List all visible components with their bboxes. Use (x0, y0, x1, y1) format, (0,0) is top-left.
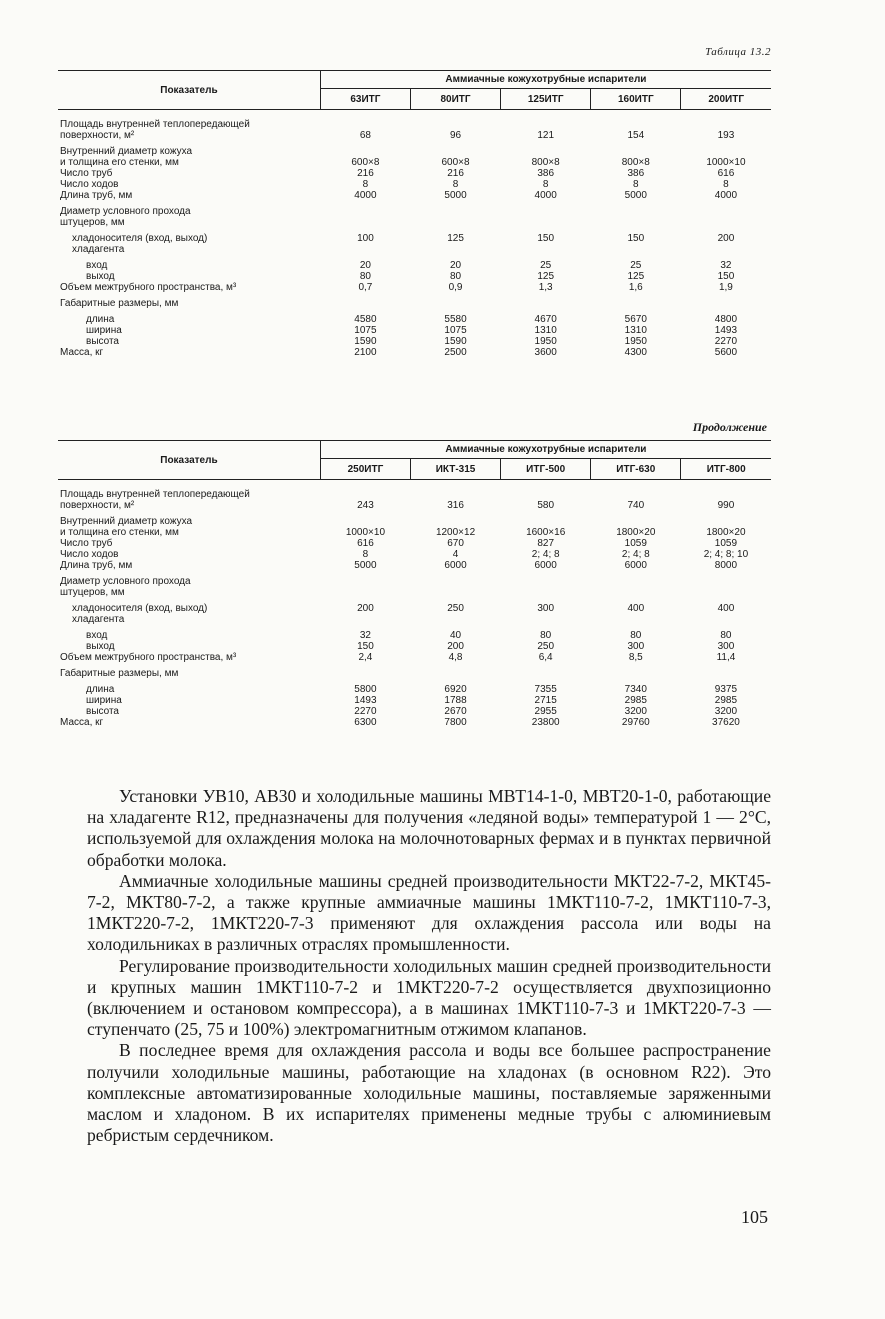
cell-value: 96 (449, 130, 462, 141)
table-row (58, 228, 771, 244)
cell-value: 1800×20 (706, 527, 746, 538)
cell-value: 616 (357, 538, 374, 549)
table-row (58, 652, 771, 663)
table-row (58, 527, 771, 538)
cell-value: 68 (359, 130, 371, 141)
row-label: ширина (86, 325, 122, 336)
cell-value: 580 (537, 500, 555, 511)
cell-value: 20 (449, 260, 462, 271)
cell-value (501, 480, 591, 501)
cell-value: 4000 (354, 190, 377, 201)
cell-value (410, 244, 500, 255)
cell-value: 25 (540, 260, 552, 271)
cell-value (591, 587, 681, 598)
cell-value (320, 587, 410, 598)
model-header: 63ИТГ (320, 89, 410, 110)
row-label: Число труб (60, 168, 113, 179)
cell-value: 400 (627, 603, 645, 614)
cell-value (410, 217, 500, 228)
cell-value: 6920 (444, 684, 467, 695)
row-label: Длина труб, мм (60, 560, 133, 571)
row-label: Объем межтрубного пространства, м³ (60, 652, 237, 663)
cell-value: 125 (447, 233, 464, 244)
table-row (58, 571, 771, 587)
row-label: Длина труб, мм (60, 190, 133, 201)
cell-value (591, 614, 681, 625)
cell-value: 193 (717, 130, 735, 141)
cell-value: 1493 (714, 325, 738, 336)
cell-value: 5000 (444, 190, 467, 201)
cell-value: 616 (717, 168, 735, 179)
table-row (58, 217, 771, 228)
table-row (58, 587, 771, 598)
row-label: Габаритные размеры, мм (60, 668, 179, 679)
cell-value: 1,6 (628, 282, 643, 293)
cell-value: 7800 (444, 717, 467, 728)
cell-value (591, 511, 681, 527)
cell-value: 4670 (534, 314, 557, 325)
cell-value: 4000 (534, 190, 557, 201)
cell-value: 80 (359, 271, 371, 282)
cell-value: 150 (717, 271, 735, 282)
table-row (58, 168, 771, 179)
cell-value (591, 663, 681, 679)
cell-value: 600×8 (351, 157, 380, 168)
table-row (58, 110, 771, 131)
cell-value (591, 110, 681, 131)
cell-value: 243 (357, 500, 374, 511)
cell-value: 125 (537, 271, 555, 282)
table-row (58, 271, 771, 282)
cell-value: 1788 (444, 695, 467, 706)
row-label: Внутренний диаметр кожуха (60, 146, 193, 157)
table-caption: Таблица 13.2 (705, 46, 771, 58)
cell-value: 8 (723, 179, 729, 190)
cell-value: 6000 (624, 560, 647, 571)
cell-value (320, 110, 410, 131)
table-row (58, 560, 771, 571)
cell-value (320, 480, 410, 501)
cell-value: 990 (717, 500, 735, 511)
cell-value: 250 (537, 641, 555, 652)
cell-value: 1200×12 (435, 527, 476, 538)
page-number: 105 (741, 1207, 768, 1227)
model-header: 250ИТГ (320, 459, 410, 480)
model-header: 160ИТГ (591, 89, 681, 110)
cell-value: 5000 (624, 190, 647, 201)
cell-value: 300 (537, 603, 555, 614)
table-row (58, 336, 771, 347)
table-row (58, 282, 771, 293)
cell-value (681, 511, 771, 527)
cell-value: 1950 (624, 336, 647, 347)
cell-value: 2955 (534, 706, 557, 717)
row-label: Число ходов (60, 549, 119, 560)
cell-value: 1600×16 (526, 527, 566, 538)
cell-value: 2670 (444, 706, 467, 717)
row-label: Объем межтрубного пространства, м³ (60, 282, 237, 293)
cell-value (501, 571, 591, 587)
cell-value: 827 (537, 538, 555, 549)
table-row (58, 598, 771, 614)
cell-value: 300 (717, 641, 735, 652)
cell-value (410, 141, 500, 157)
table-row (58, 325, 771, 336)
cell-value: 5000 (354, 560, 377, 571)
cell-value (320, 571, 410, 587)
cell-value (410, 614, 500, 625)
cell-value: 5670 (624, 314, 647, 325)
cell-value: 1075 (444, 325, 467, 336)
paragraph: Установки УВ10, АВ30 и холодильные машины МВТ14-1-0, МВТ20-1-0, работающие на хладагенте R12, предназначены для получения «ледяной воды» температурой 1 — 2°С, используемой для охлаждения молока на молочнотоварных фермах и в пунктах первичной обработки молока. (87, 786, 771, 870)
cell-value: 4580 (354, 314, 377, 325)
table-row (58, 549, 771, 560)
table-row (58, 679, 771, 695)
row-label: длина (86, 314, 115, 325)
cell-value: 8,5 (628, 652, 643, 663)
table-body (58, 110, 771, 359)
cell-value (681, 614, 771, 625)
cell-value: 8 (633, 179, 639, 190)
cell-value: 386 (627, 168, 645, 179)
cell-value: 9375 (714, 684, 738, 695)
cell-value (501, 293, 591, 309)
paragraph: Аммиачные холодильные машины средней производительности МКТ22-7-2, МКТ45-7-2, МКТ80-7-2, а также крупные аммиачные машины 1МКТ110-7-2, 1МКТ110-7-3, 1МКТ220-7-2, 1МКТ220-7-3 применяют для охлаждения рассола или воды на холодильниках в различных отраслях промышленности. (87, 870, 771, 955)
table-row (58, 157, 771, 168)
cell-value: 20 (359, 260, 371, 271)
cell-value: 0,9 (448, 282, 463, 293)
cell-value: 2; 4; 8 (531, 549, 560, 560)
cell-value (410, 511, 500, 527)
cell-value: 5600 (714, 347, 738, 358)
continuation-caption: Продолжение (692, 420, 767, 434)
table-row (58, 641, 771, 652)
cell-value (501, 663, 591, 679)
cell-value: 8 (362, 549, 369, 560)
cell-value: 2; 4; 8 (621, 549, 650, 560)
cell-value: 316 (447, 500, 464, 511)
row-label: штуцеров, мм (60, 587, 125, 598)
cell-value (410, 571, 500, 587)
cell-value (501, 587, 591, 598)
cell-value: 154 (627, 130, 645, 141)
row-label: Внутренний диаметр кожуха (60, 516, 193, 527)
cell-value: 4800 (714, 314, 738, 325)
table-row (58, 347, 771, 358)
cell-value (410, 663, 500, 679)
cell-value: 23800 (531, 717, 560, 728)
cell-value (681, 201, 771, 217)
cell-value: 2500 (444, 347, 467, 358)
cell-value: 5580 (444, 314, 467, 325)
row-label: и толщина его стенки, мм (60, 157, 179, 168)
group-header: Аммиачные кожухотрубные испарители (320, 71, 771, 89)
cell-value: 7340 (624, 684, 647, 695)
cell-value (410, 587, 500, 598)
cell-value: 8 (452, 179, 459, 190)
cell-value (591, 217, 681, 228)
cell-value: 3200 (714, 706, 738, 717)
table-row (58, 179, 771, 190)
cell-value (591, 293, 681, 309)
table-row (58, 480, 771, 501)
cell-value: 2,4 (358, 652, 373, 663)
cell-value: 1075 (354, 325, 377, 336)
cell-value: 1950 (534, 336, 557, 347)
model-header: ИТГ-800 (681, 459, 771, 480)
cell-value: 8 (542, 179, 549, 190)
cell-value: 150 (357, 641, 374, 652)
cell-value: 4300 (624, 347, 647, 358)
paragraph: Регулирование производительности холодильных машин средней производительности и крупных машин 1МКТ110-7-2 и 1МКТ220-7-2 осуществляется двухпозиционно (включением и остановом компрессора), а в машинах 1МКТ110-7-3 и 1МКТ220-7-3 — ступенчато (25, 75 и 100%) электромагнитным отжимом клапанов. (87, 955, 771, 1040)
cell-value: 2715 (534, 695, 557, 706)
cell-value (320, 141, 410, 157)
row-label: Масса, кг (60, 347, 104, 358)
cell-value: 1310 (624, 325, 647, 336)
cell-value: 300 (627, 641, 645, 652)
cell-value (320, 293, 410, 309)
param-header: Показатель (58, 441, 320, 480)
row-label: хладоносителя (вход, выход) (72, 603, 208, 614)
row-label: Число труб (60, 538, 113, 549)
row-label: вход (86, 630, 108, 641)
cell-value: 250 (447, 603, 464, 614)
cell-value: 150 (627, 233, 645, 244)
row-label: ширина (86, 695, 122, 706)
cell-value (681, 587, 771, 598)
cell-value (681, 571, 771, 587)
cell-value: 0,7 (358, 282, 373, 293)
row-label: поверхности, м² (60, 130, 135, 141)
table-row (58, 201, 771, 217)
cell-value (501, 217, 591, 228)
cell-value (320, 217, 410, 228)
cell-value (410, 293, 500, 309)
cell-value: 3200 (624, 706, 647, 717)
table-row (58, 538, 771, 549)
table-row (58, 309, 771, 325)
row-label: Число ходов (60, 179, 119, 190)
cell-value (320, 663, 410, 679)
cell-value: 1310 (534, 325, 557, 336)
row-label: Масса, кг (60, 717, 104, 728)
cell-value: 5800 (354, 684, 377, 695)
cell-value: 1590 (354, 336, 377, 347)
cell-value (591, 571, 681, 587)
cell-value: 2100 (354, 347, 377, 358)
row-label: Габаритные размеры, мм (60, 298, 179, 309)
table-row (58, 625, 771, 641)
cell-value: 3600 (534, 347, 557, 358)
cell-value: 670 (447, 538, 464, 549)
cell-value: 2985 (714, 695, 738, 706)
cell-value: 1000×10 (706, 157, 746, 168)
cell-value (681, 141, 771, 157)
cell-value: 4000 (714, 190, 738, 201)
cell-value: 1,3 (538, 282, 553, 293)
row-label: хладагента (72, 244, 125, 255)
cell-value (320, 244, 410, 255)
cell-value: 80 (540, 630, 552, 641)
group-header: Аммиачные кожухотрубные испарители (320, 441, 771, 459)
table-body (58, 480, 771, 729)
cell-value (681, 244, 771, 255)
cell-value: 200 (717, 233, 735, 244)
cell-value: 32 (720, 260, 732, 271)
cell-value: 1059 (624, 538, 647, 549)
model-header: ИТГ-500 (501, 459, 591, 480)
cell-value: 8 (362, 179, 369, 190)
table-row (58, 706, 771, 717)
cell-value (410, 201, 500, 217)
param-header: Показатель (58, 71, 320, 110)
row-label: поверхности, м² (60, 500, 135, 511)
cell-value (320, 511, 410, 527)
cell-value (681, 293, 771, 309)
cell-value: 29760 (621, 717, 650, 728)
cell-value (591, 141, 681, 157)
cell-value (681, 663, 771, 679)
cell-value: 80 (630, 630, 642, 641)
cell-value (591, 244, 681, 255)
cell-value (410, 110, 500, 131)
body-text (87, 786, 771, 1146)
table-row (58, 244, 771, 255)
cell-value: 216 (357, 168, 374, 179)
row-label: Площадь внутренней теплопередающей (60, 119, 250, 130)
cell-value: 80 (720, 630, 732, 641)
cell-value: 150 (537, 233, 555, 244)
cell-value: 32 (359, 630, 371, 641)
cell-value: 386 (537, 168, 555, 179)
table-row (58, 255, 771, 271)
cell-value: 121 (537, 130, 555, 141)
cell-value: 1800×20 (616, 527, 656, 538)
cell-value (681, 480, 771, 501)
cell-value (501, 511, 591, 527)
cell-value (501, 244, 591, 255)
cell-value: 216 (447, 168, 464, 179)
cell-value: 80 (449, 271, 462, 282)
cell-value: 6,4 (538, 652, 553, 663)
cell-value: 125 (627, 271, 645, 282)
table-row (58, 141, 771, 157)
model-header: 200ИТГ (681, 89, 771, 110)
model-header: ИТГ-630 (591, 459, 681, 480)
cell-value: 1590 (444, 336, 467, 347)
cell-value: 1493 (354, 695, 377, 706)
cell-value (320, 201, 410, 217)
cell-value (591, 480, 681, 501)
spec-table-1 (58, 70, 771, 358)
cell-value: 6300 (354, 717, 377, 728)
cell-value: 1000×10 (345, 527, 386, 538)
cell-value: 37620 (712, 717, 740, 728)
cell-value (501, 141, 591, 157)
cell-value: 2270 (354, 706, 377, 717)
table-row (58, 293, 771, 309)
row-label: и толщина его стенки, мм (60, 527, 179, 538)
cell-value (320, 614, 410, 625)
row-label: выход (86, 271, 115, 282)
cell-value: 4 (452, 549, 459, 560)
cell-value: 25 (630, 260, 642, 271)
cell-value (501, 110, 591, 131)
table-row (58, 511, 771, 527)
cell-value: 740 (627, 500, 645, 511)
table-row (58, 663, 771, 679)
cell-value: 2270 (714, 336, 738, 347)
cell-value: 100 (357, 233, 374, 244)
row-label: высота (86, 706, 119, 717)
row-label: длина (86, 684, 115, 695)
cell-value: 8000 (714, 560, 738, 571)
cell-value: 1,9 (718, 282, 733, 293)
cell-value: 11,4 (716, 652, 736, 663)
row-label: Диаметр условного прохода (60, 206, 191, 217)
cell-value: 1059 (714, 538, 738, 549)
row-label: штуцеров, мм (60, 217, 125, 228)
row-label: хладоносителя (вход, выход) (72, 233, 208, 244)
spec-table-2 (58, 440, 771, 728)
table-row (58, 695, 771, 706)
cell-value: 200 (447, 641, 464, 652)
cell-value: 2; 4; 8; 10 (703, 549, 749, 560)
row-label: хладагента (72, 614, 125, 625)
cell-value: 4,8 (448, 652, 463, 663)
cell-value: 6000 (534, 560, 557, 571)
cell-value (681, 110, 771, 131)
model-header: 80ИТГ (410, 89, 500, 110)
row-label: Площадь внутренней теплопередающей (60, 489, 250, 500)
table-row (58, 190, 771, 201)
row-label: высота (86, 336, 119, 347)
cell-value: 200 (357, 603, 374, 614)
cell-value (501, 201, 591, 217)
table-row (58, 717, 771, 728)
cell-value: 40 (449, 630, 462, 641)
model-header: ИКТ-315 (410, 459, 500, 480)
cell-value: 800×8 (531, 157, 560, 168)
paragraph: В последнее время для охлаждения рассола и воды все большее распространение получили холодильные машины, работающие на хладонах (в основном R22). Это комплексные автоматизированные холодильные машины, поставляемые заряженными маслом и хладоном. В их испарителях применены медные трубы с алюминиевым ребристым сердечником. (87, 1040, 771, 1146)
model-header: 125ИТГ (501, 89, 591, 110)
cell-value (410, 480, 500, 501)
cell-value: 2985 (624, 695, 647, 706)
cell-value: 600×8 (441, 157, 470, 168)
cell-value (501, 614, 591, 625)
row-label: выход (86, 641, 115, 652)
row-label: Диаметр условного прохода (60, 576, 191, 587)
cell-value: 6000 (444, 560, 467, 571)
cell-value: 7355 (534, 684, 557, 695)
table-row (58, 614, 771, 625)
row-label: вход (86, 260, 108, 271)
cell-value: 800×8 (621, 157, 650, 168)
table-row (58, 130, 771, 141)
cell-value (681, 217, 771, 228)
cell-value: 400 (717, 603, 735, 614)
table-row (58, 500, 771, 511)
cell-value (591, 201, 681, 217)
